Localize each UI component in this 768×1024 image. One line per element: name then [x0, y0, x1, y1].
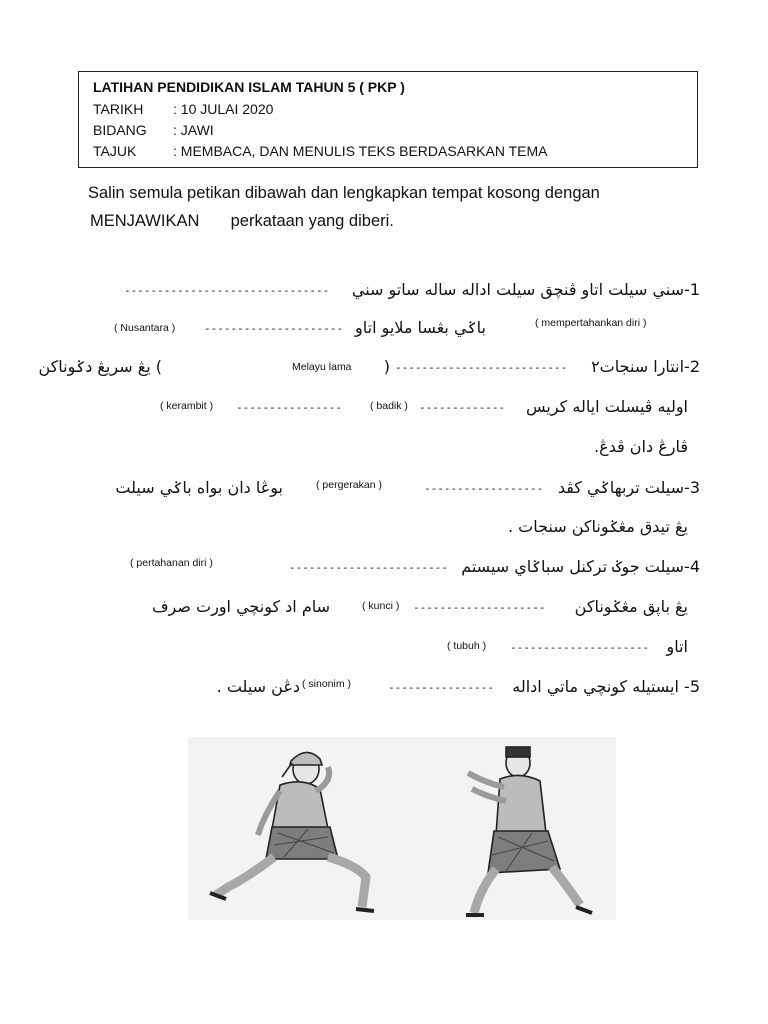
- topic-row: [93, 143, 547, 159]
- q4-text-d: اتاو: [666, 637, 688, 656]
- q4-text-b: يڠ باڽق مڠݢوناكن: [574, 597, 688, 616]
- q3-blank-a: ------------------: [424, 482, 544, 495]
- label-melayu-lama: Melayu lama: [292, 361, 352, 373]
- header-box: [78, 71, 698, 168]
- date-label: TARIKH: [93, 101, 144, 117]
- label-kerambit: ( kerambit ): [160, 400, 214, 412]
- q1-text-b: باݢي بڠسا ملايو اتاو: [355, 318, 486, 337]
- instruction-emphasis: MENJAWIKAN: [90, 212, 200, 230]
- label-badik: ( badik ): [370, 400, 408, 412]
- q3-text-b: بوڠا دان بواه باݢي سيلت: [115, 478, 283, 497]
- q5-text-b: دڠن سيلت .: [216, 677, 300, 696]
- silat-fighters-drawing: [188, 737, 616, 920]
- label-pertahanan-diri: ( pertahanan diri ): [130, 557, 213, 569]
- q1-text-a: 1-سني سيلت اتاو ڤنچق سيلت اداله ساله ساتو سني: [351, 280, 700, 299]
- q4-text-c: سام اد كونچي اورت صرف: [151, 597, 330, 616]
- q2-paren-open: (: [383, 357, 390, 376]
- q1-blank-b: ---------------------: [204, 322, 344, 335]
- field-value: : JAWI: [173, 122, 214, 138]
- q5-text-a: 5- ايستيله كونچي ماتي اداله: [512, 677, 700, 696]
- date-value: : 10 JULAI 2020: [173, 101, 274, 117]
- field-row: [93, 122, 214, 138]
- q4-blank-b: --------------------: [413, 601, 546, 614]
- q1-blank-a: -------------------------------: [124, 284, 330, 297]
- q3-text-a: 3-سيلت تربهاݢي كڤد: [557, 478, 700, 497]
- label-nusantara: ( Nusantara ): [114, 322, 176, 334]
- q2-blank-b: ----------------: [236, 401, 342, 414]
- field-label: BIDANG: [93, 122, 147, 138]
- q2-text-d: ڤارڠ دان ڤدڠ.: [594, 437, 688, 456]
- worksheet-title: LATIHAN PENDIDIKAN ISLAM TAHUN 5 ( PKP ): [93, 79, 405, 95]
- topic-label: TAJUK: [93, 143, 137, 159]
- instruction-rest: perkataan yang diberi.: [230, 212, 394, 230]
- q4-text-a: 4-سيلت جوݢ تركنل سباݢاي سيستم: [461, 557, 700, 576]
- topic-value: : MEMBACA, DAN MENULIS TEKS BERDASARKAN TEMA: [173, 143, 548, 159]
- q2-blank-c: -------------: [419, 401, 506, 414]
- q4-blank-c: ---------------------: [510, 641, 650, 654]
- label-pergerakan: ( pergerakan ): [316, 479, 382, 491]
- q4-blank-a: ------------------------: [289, 561, 448, 574]
- q2-text-b: ) يڠ سريڠ دݢوناكن: [38, 357, 162, 376]
- label-mempertahankan-diri: ( mempertahankan diri ): [535, 317, 647, 329]
- q3-text-c: يڠ تيدق مڠݢوناكن سنجات .: [507, 517, 688, 536]
- q2-text-c: اوليه ڤيسلت اياله كريس: [526, 397, 688, 416]
- q5-blank-a: ----------------: [388, 681, 494, 694]
- label-tubuh: ( tubuh ): [447, 640, 487, 652]
- instruction-line-2: [90, 212, 394, 231]
- q2-text-a: 2-انتارا سنجات٢: [591, 357, 700, 376]
- instruction-line-1: Salin semula petikan dibawah dan lengkapkan tempat kosong dengan: [88, 184, 600, 202]
- label-kunci: ( kunci ): [362, 600, 400, 612]
- date-row: [93, 101, 273, 117]
- q2-blank-a: --------------------------: [395, 361, 568, 374]
- silat-illustration: [188, 737, 616, 920]
- label-sinonim: ( sinonim ): [302, 678, 352, 690]
